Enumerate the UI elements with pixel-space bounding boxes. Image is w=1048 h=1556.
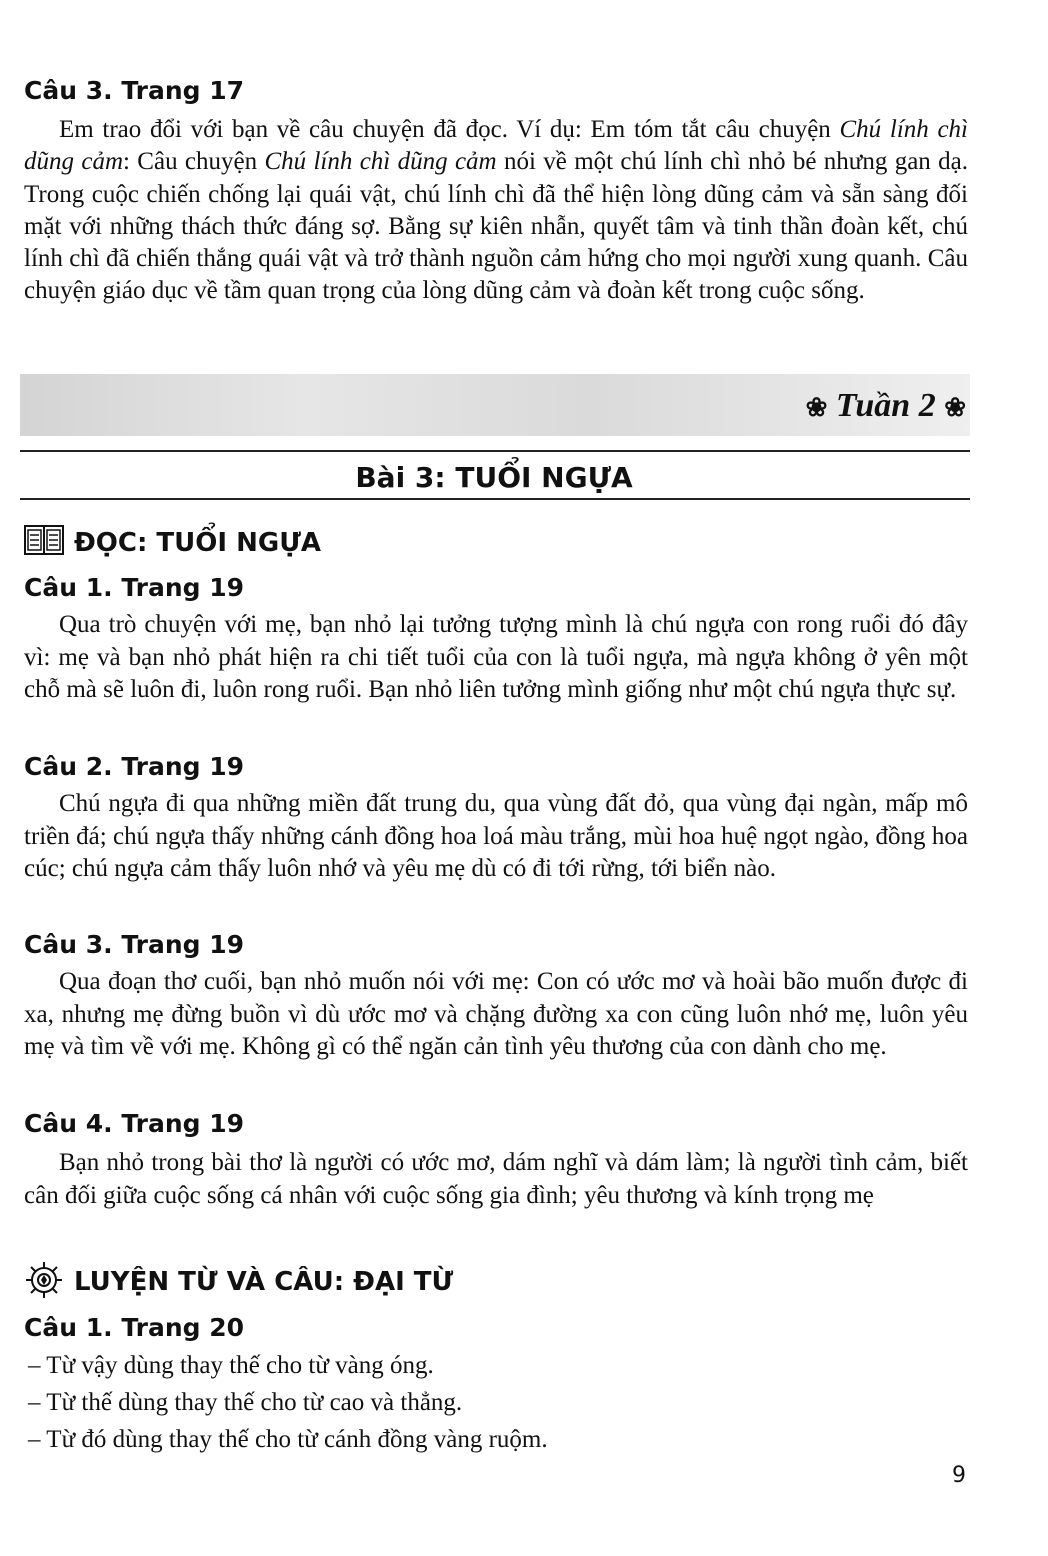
- answer-paragraph: Bạn nhỏ trong bài thơ là người có ước mơ, dám nghĩ và dám làm; là người tình cảm, biết cân đối giữa cuộc sống cá nhân với cuộc sống gia đình; yêu thương và kính trọng mẹ: [24, 1149, 968, 1209]
- question-heading: Câu 3. Trang 19: [24, 930, 245, 959]
- intro-paragraph: [24, 114, 968, 308]
- intro-text-end: nói về một chú lính chì nhỏ bé nhưng gan dạ. Trong cuộc chiến chống lại quái vật, chú lính chì đã thể hiện lòng dũng cảm và sẵn sàng đối mặt với những thách thức đáng sợ. Bằng sự kiên nhẫn, quyết tâm và tinh thần đoàn kết, chú lính chì đã chiến thắng quái vật và trở thành nguồn cảm hứng cho mọi người xung quanh. Câu chuyện giáo dục về tầm quan trọng của lòng dũng cảm và đoàn kết trong cuộc sống.: [24, 148, 968, 305]
- answer-paragraph: Qua đoạn thơ cuối, bạn nhỏ muốn nói với mẹ: Con có ước mơ và hoài bão muốn được đi xa, nhưng mẹ đừng buồn vì dù ước mơ và chặng đường xa con cũng luôn nhớ mẹ, luôn yêu mẹ và tìm về với mẹ. Không gì có thể ngăn cản tình yêu thương của con dành cho mẹ.: [24, 968, 968, 1061]
- list-item: – Từ thế dùng thay thế cho từ cao và thẳng.: [28, 1389, 463, 1416]
- question-heading: Câu 4. Trang 19: [24, 1109, 245, 1138]
- answer-paragraph: Qua trò chuyện với mẹ, bạn nhỏ lại tưởng tượng mình là chú ngựa con rong ruổi đó đây vì: mẹ và bạn nhỏ phát hiện ra chi tiết tuổi của con là tuổi ngựa, mà ngựa không ở yên một chỗ mà sẽ luôn đi, luôn rong ruổi. Bạn nhỏ liên tưởng mình giống như một chú ngựa thực sự.: [24, 611, 968, 704]
- flower-icon: ❀: [944, 393, 966, 422]
- week-label: [806, 386, 966, 428]
- question-heading: Câu 3. Trang 17: [24, 76, 245, 105]
- week-title: Tuần 2: [835, 387, 936, 424]
- question-heading: Câu 2. Trang 19: [24, 752, 245, 781]
- intro-text-mid: : Câu chuyện: [123, 148, 265, 176]
- page-number: 9: [952, 1463, 966, 1488]
- book-icon: [24, 524, 64, 556]
- reading-section-title: ĐỌC: TUỔI NGỰA: [74, 528, 322, 558]
- vocab-section-title: LUYỆN TỪ VÀ CÂU: ĐẠI TỪ: [74, 1267, 454, 1297]
- gear-icon: [24, 1260, 64, 1300]
- question-heading: Câu 1. Trang 20: [24, 1313, 245, 1342]
- intro-text-start: Em trao đổi với bạn về câu chuyện đã đọc. Ví dụ: Em tóm tắt câu chuyện: [59, 116, 840, 143]
- list-item: – Từ đó dùng thay thế cho từ cánh đồng vàng ruộm.: [28, 1426, 548, 1453]
- flower-icon: ❀: [805, 393, 828, 422]
- answer-paragraph: Chú ngựa đi qua những miền đất trung du, qua vùng đất đỏ, qua vùng đại ngàn, mấp mô triền đá; chú ngựa thấy những cánh đồng hoa loá màu trắng, mùi hoa huệ ngọt ngào, đồng hoa cúc; chú ngựa cảm thấy luôn nhớ và yêu mẹ dù có đi tới rừng, tới biển nào.: [24, 790, 968, 883]
- divider-top: [20, 450, 970, 452]
- divider-bottom: [20, 498, 970, 500]
- list-item: – Từ vậy dùng thay thế cho từ vàng óng.: [28, 1352, 434, 1379]
- lesson-title: Bài 3: TUỔI NGỰA: [355, 461, 633, 494]
- story-title: Chú lính chì dũng cảm: [24, 116, 968, 176]
- story-title-repeat: Chú lính chì dũng cảm: [264, 148, 497, 176]
- question-heading: Câu 1. Trang 19: [24, 573, 245, 602]
